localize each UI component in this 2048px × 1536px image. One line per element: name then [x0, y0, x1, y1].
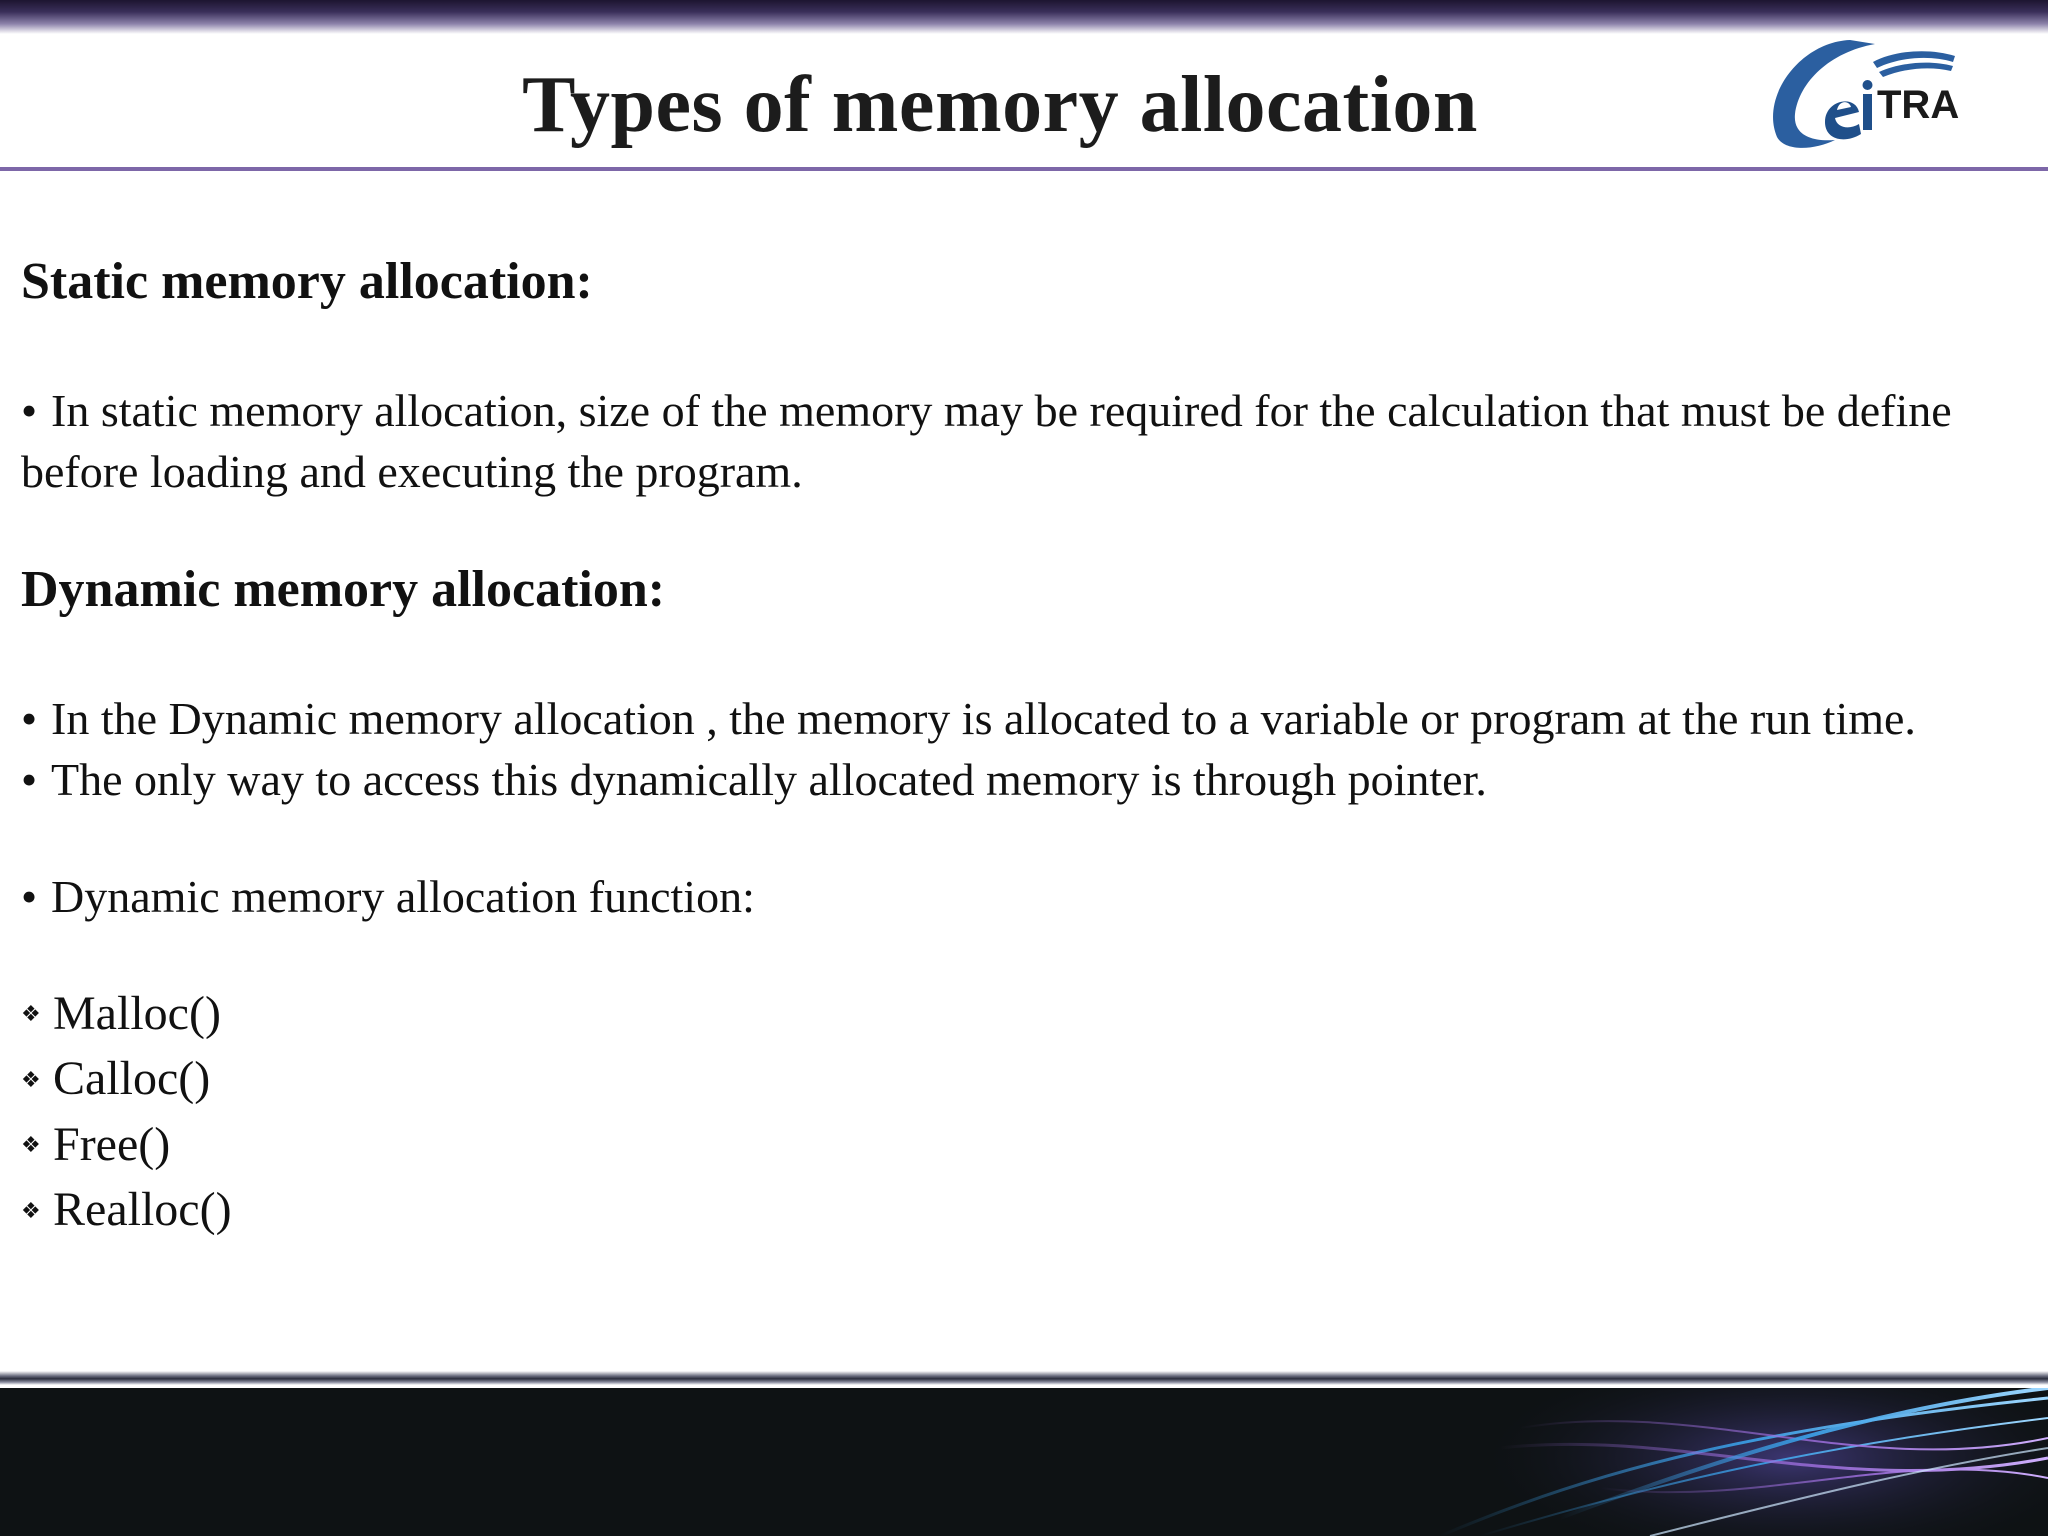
dynamic-heading: Dynamic memory allocation:	[21, 561, 666, 618]
static-bullet	[21, 380, 2031, 502]
bullet-symbol: •	[21, 871, 38, 922]
diamond-bullet-icon: ❖	[21, 1197, 41, 1223]
bullet-symbol: •	[21, 385, 38, 436]
slide-title: Types of memory allocation	[522, 61, 1478, 149]
list-item	[21, 1179, 2031, 1244]
static-heading: Static memory allocation:	[21, 253, 593, 310]
function-free: Free()	[53, 1117, 171, 1171]
bullet-symbol: •	[21, 754, 38, 805]
footer-band	[0, 1388, 2048, 1536]
diamond-bullet-icon: ❖	[21, 1001, 41, 1027]
dynamic-bullet-1-text: In the Dynamic memory allocation , the memory is allocated to a variable or program at the run time.	[51, 693, 1916, 744]
dynamic-bullet-2-text: The only way to access this dynamically allocated memory is through pointer.	[51, 754, 1487, 805]
function-malloc: Malloc()	[53, 987, 221, 1040]
function-list	[21, 983, 2031, 1245]
eitra-logo	[1755, 22, 1975, 157]
top-header-band	[0, 0, 2048, 34]
dynamic-bullet-3-text: Dynamic memory allocation function:	[51, 871, 755, 922]
diamond-bullet-icon: ❖	[21, 1132, 41, 1158]
slide-content	[21, 250, 2031, 1245]
function-calloc: Calloc()	[53, 1052, 211, 1106]
eitra-logo-graphic	[1755, 22, 1975, 157]
dynamic-bullet-3	[21, 866, 2031, 927]
diamond-bullet-icon: ❖	[21, 1066, 41, 1092]
dynamic-bullet-1	[21, 688, 2031, 749]
list-item	[21, 1114, 2031, 1179]
static-bullet-text: In static memory allocation, size of the memory may be required for the calculation that must be define before loading and executing the program.	[21, 385, 1952, 497]
list-item	[21, 1048, 2031, 1113]
function-realloc: Realloc()	[53, 1183, 232, 1237]
dynamic-bullet-2	[21, 749, 2031, 810]
list-item	[21, 983, 2031, 1048]
footer-wave-graphic	[0, 1388, 2048, 1536]
bullet-symbol: •	[21, 693, 38, 744]
footer-divider	[0, 1371, 2048, 1385]
title-divider	[0, 167, 2048, 171]
logo-text: TRA	[1877, 83, 1960, 127]
